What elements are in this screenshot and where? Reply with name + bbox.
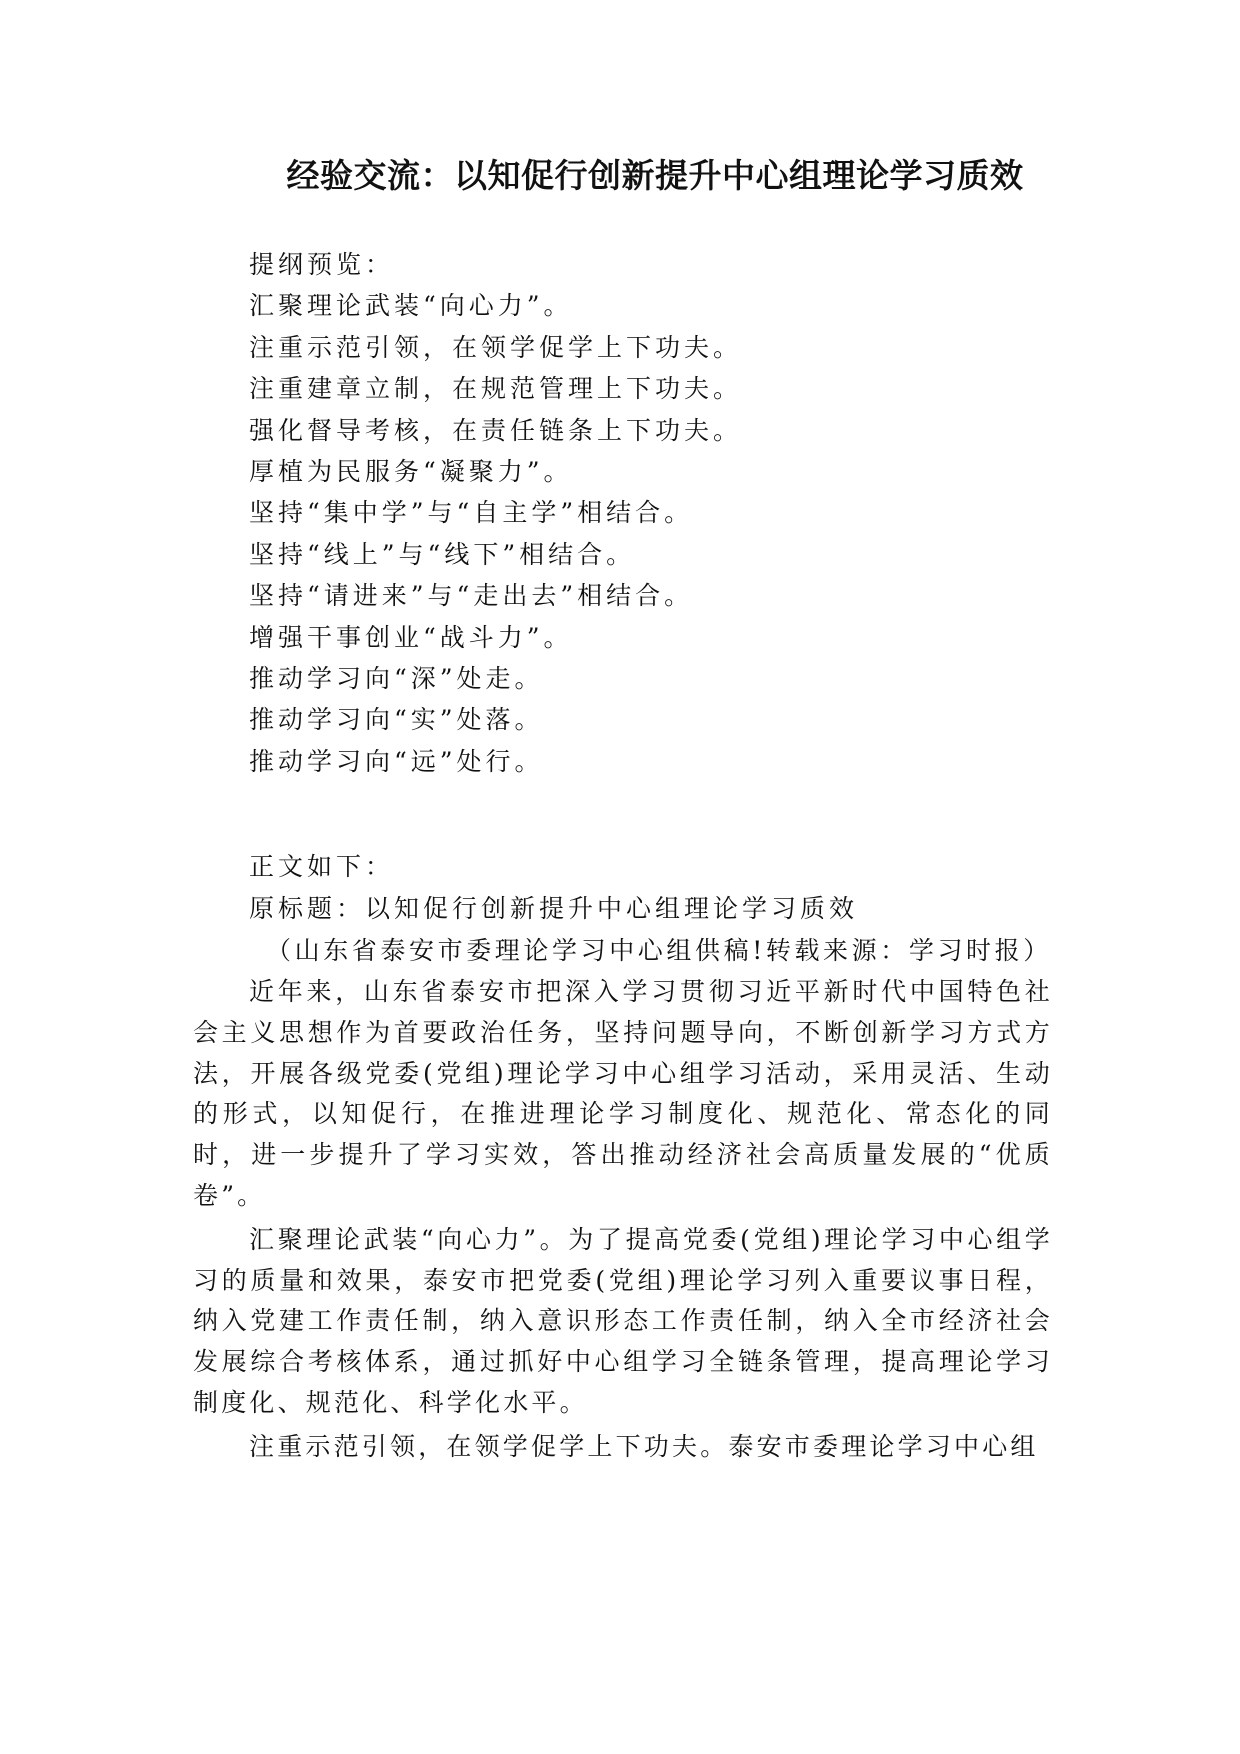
body-text bbox=[193, 972, 1053, 1471]
outline-item: 厚植为民服务“凝聚力”。 bbox=[249, 456, 573, 486]
outline-item: 注重示范引领，在领学促学上下功夫。 bbox=[249, 332, 743, 362]
outline-item: 汇聚理论武装“向心力”。 bbox=[249, 291, 573, 321]
source-note: （山东省泰安市委理论学习中心组供稿!转载来源：学习时报） bbox=[266, 936, 1052, 965]
outline-item: 注重建章立制，在规范管理上下功夫。 bbox=[249, 374, 743, 404]
document-title: 经验交流：以知促行创新提升中心组理论学习质效 bbox=[286, 156, 1024, 195]
outline-label: 提纲预览： bbox=[249, 250, 395, 279]
outline-list bbox=[249, 244, 1149, 782]
body-intro bbox=[249, 846, 1149, 930]
body-label: 正文如下： bbox=[249, 852, 395, 881]
body-paragraph: 近年来，山东省泰安市把深入学习贯彻习近平新时代中国特色社会主义思想作为首要政治任务，坚持问题导向，不断创新学习方式方法，开展各级党委(党组)理论学习中心组学习活动，采用灵活、生动的形式，以知促行，在推进理论学习制度化、规范化、常态化的同时，进一步提升了学习实效，答出推动经济社会高质量发展的“优质卷”。 bbox=[193, 977, 1053, 1210]
body-paragraph: 汇聚理论武装“向心力”。为了提高党委(党组)理论学习中心组学习的质量和效果，泰安市把党委(党组)理论学习列入重要议事日程，纳入党建工作责任制，纳入意识形态工作责任制，纳入全市经济社会发展综合考核体系，通过抓好中心组学习全链条管理，提高理论学习制度化、规范化、科学化水平。 bbox=[193, 1224, 1053, 1417]
outline-item: 推动学习向“深”处走。 bbox=[249, 663, 544, 693]
outline-item: 坚持“集中学”与“自主学”相结合。 bbox=[249, 498, 694, 528]
outline-item: 强化督导考核，在责任链条上下功夫。 bbox=[249, 415, 743, 445]
outline-item: 推动学习向“实”处落。 bbox=[249, 705, 544, 735]
outline-item: 增强干事创业“战斗力”。 bbox=[249, 622, 573, 652]
body-paragraph: 注重示范引领，在领学促学上下功夫。泰安市委理论学习中心组 bbox=[249, 1431, 1039, 1461]
original-title: 原标题：以知促行创新提升中心组理论学习质效 bbox=[249, 894, 859, 923]
outline-item: 坚持“请进来”与“走出去”相结合。 bbox=[249, 581, 694, 611]
outline-item: 坚持“线上”与“线下”相结合。 bbox=[249, 539, 636, 569]
outline-item: 推动学习向“远”处行。 bbox=[249, 746, 544, 776]
